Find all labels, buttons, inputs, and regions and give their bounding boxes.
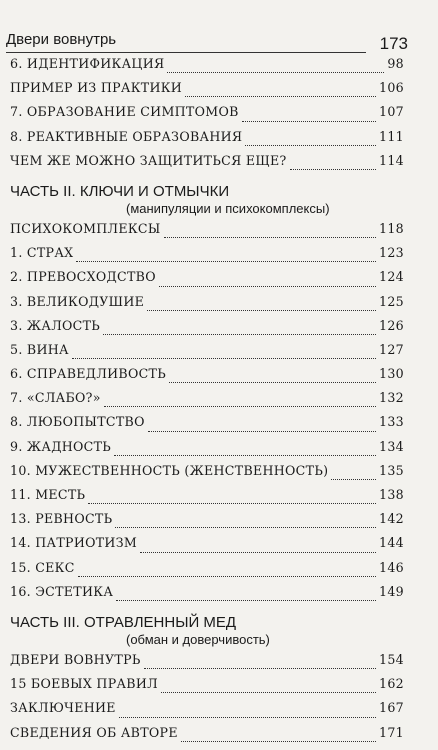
dot-leader xyxy=(164,237,377,238)
toc-entry-page: 138 xyxy=(379,487,404,502)
toc-entry-title: ЧЕМ ЖЕ МОЖНО ЗАЩИТИТЬСЯ ЕЩЕ? xyxy=(10,152,287,168)
toc-entry-title: 5. ВИНА xyxy=(10,341,69,357)
toc-entry xyxy=(10,725,404,749)
toc-entry-title: 8. ЛЮБОПЫТСТВО xyxy=(10,414,145,430)
part-3-heading xyxy=(10,614,404,648)
dot-leader xyxy=(161,692,376,693)
toc-entry-page: 142 xyxy=(379,511,404,527)
dot-leader xyxy=(147,310,376,311)
toc-entry-page: 146 xyxy=(379,559,404,575)
toc-entry-title: 15. СЕКС xyxy=(10,559,75,575)
toc-entry-page: 130 xyxy=(379,366,404,382)
dot-leader xyxy=(242,121,376,122)
toc-entry-page: 167 xyxy=(379,700,404,716)
toc-entry-title: 7. «СЛАБО?» xyxy=(10,390,101,406)
toc-entry-title: 13. РЕВНОСТЬ xyxy=(10,511,113,527)
toc-entry xyxy=(10,390,404,414)
toc-group-2 xyxy=(10,221,404,608)
dot-leader xyxy=(167,72,384,73)
dot-leader xyxy=(115,527,376,528)
part-3-subtitle: (обман и доверчивость) xyxy=(126,631,270,647)
toc-entry xyxy=(10,511,404,535)
toc-entry xyxy=(10,269,404,293)
toc-entry-title: 1. СТРАХ xyxy=(10,245,74,261)
toc-entry xyxy=(10,342,404,366)
toc-entry-title: ЗАКЛЮЧЕНИЕ xyxy=(10,700,116,716)
toc-entry-page: 134 xyxy=(379,438,404,454)
dot-leader xyxy=(140,552,376,553)
toc-entry-title: 3. ЖАЛОСТЬ xyxy=(10,317,101,333)
dot-leader xyxy=(78,576,376,577)
toc-entry-title: 8. РЕАКТИВНЫЕ ОБРАЗОВАНИЯ xyxy=(10,128,243,144)
toc-entry xyxy=(10,294,404,318)
toc-entry-title: 16. ЭСТЕТИКА xyxy=(10,583,114,599)
part-2-subtitle: (манипуляции и психокомплексы) xyxy=(126,200,330,216)
toc-entry xyxy=(10,584,404,608)
toc-entry xyxy=(10,487,404,511)
toc-entry-page: 162 xyxy=(379,676,404,692)
dot-leader xyxy=(76,261,376,262)
toc-entry xyxy=(10,318,404,342)
toc-entry xyxy=(10,104,404,128)
dot-leader xyxy=(148,431,376,432)
running-header xyxy=(6,30,366,53)
toc-entry-page: 149 xyxy=(379,583,404,599)
toc-entry-title: ПРИМЕР ИЗ ПРАКТИКИ xyxy=(10,80,183,96)
toc-entry-title: ДВЕРИ ВОВНУТРЬ xyxy=(10,651,141,667)
toc-entry-page: 118 xyxy=(379,220,404,236)
dot-leader xyxy=(144,668,376,669)
toc-entry-page: 111 xyxy=(379,128,404,144)
dot-leader xyxy=(114,455,376,456)
toc-entry-page: 154 xyxy=(379,651,404,667)
toc-group-1 xyxy=(10,56,404,177)
toc-entry-title: 3. ВЕЛИКОДУШИЕ xyxy=(10,293,145,309)
toc-entry xyxy=(10,700,404,724)
dot-leader xyxy=(103,334,376,335)
toc-entry xyxy=(10,129,404,153)
dot-leader xyxy=(116,600,376,601)
part-2-heading xyxy=(10,183,404,217)
toc-entry-title: 9. ЖАДНОСТЬ xyxy=(10,438,112,454)
toc-entry xyxy=(10,676,404,700)
toc-entry-title: 6. ИДЕНТИФИКАЦИЯ xyxy=(10,56,165,71)
toc-entry-title: ПСИХОКОМПЛЕКСЫ xyxy=(10,220,161,236)
toc-entry-page: 144 xyxy=(379,535,404,551)
toc-entry-page: 135 xyxy=(379,462,404,478)
toc-entry-title: СВЕДЕНИЯ ОБ АВТОРЕ xyxy=(10,724,178,740)
dot-leader xyxy=(169,382,376,383)
running-title: Двери вовнутрь xyxy=(6,31,117,48)
page-number: 173 xyxy=(379,34,408,53)
toc-entry-page: 171 xyxy=(379,724,404,740)
toc-entry-title: 2. ПРЕВОСХОДСТВО xyxy=(10,269,156,285)
toc-entry-title: 11. МЕСТЬ xyxy=(10,487,86,502)
dot-leader xyxy=(104,406,376,407)
part-2-title: ЧАСТЬ II. КЛЮЧИ И ОТМЫЧКИ xyxy=(10,182,230,200)
toc-entry-title: 10. МУЖЕСТВЕННОСТЬ (ЖЕНСТВЕННОСТЬ) xyxy=(10,462,329,478)
toc-entry-title: 6. СПРАВЕДЛИВОСТЬ xyxy=(10,366,167,382)
toc-entry-page: 107 xyxy=(379,104,404,120)
table-of-contents xyxy=(10,56,404,749)
toc-entry xyxy=(10,245,404,269)
toc-entry-page: 98 xyxy=(387,56,404,71)
dot-leader xyxy=(185,96,376,97)
toc-entry-page: 133 xyxy=(379,414,404,430)
toc-entry xyxy=(10,414,404,438)
dot-leader xyxy=(290,169,376,170)
toc-entry xyxy=(10,439,404,463)
toc-entry-page: 124 xyxy=(379,269,404,285)
toc-entry xyxy=(10,535,404,559)
toc-entry-page: 123 xyxy=(379,245,404,261)
toc-entry xyxy=(10,56,404,80)
toc-entry-page: 132 xyxy=(379,390,404,406)
dot-leader xyxy=(119,717,376,718)
dot-leader xyxy=(245,145,376,146)
toc-entry-page: 127 xyxy=(379,341,404,357)
toc-entry-page: 125 xyxy=(379,293,404,309)
dot-leader xyxy=(159,286,376,287)
toc-entry xyxy=(10,560,404,584)
toc-entry xyxy=(10,221,404,245)
toc-entry xyxy=(10,153,404,177)
dot-leader xyxy=(88,503,376,504)
dot-leader xyxy=(181,741,376,742)
toc-entry-page: 114 xyxy=(379,152,404,168)
toc-group-3 xyxy=(10,652,404,749)
toc-entry-title: 14. ПАТРИОТИЗМ xyxy=(10,535,138,551)
dot-leader xyxy=(72,358,376,359)
dot-leader xyxy=(331,479,376,480)
toc-entry xyxy=(10,652,404,676)
toc-entry xyxy=(10,80,404,104)
toc-entry xyxy=(10,463,404,487)
toc-entry-title: 15 БОЕВЫХ ПРАВИЛ xyxy=(10,676,158,692)
toc-entry-page: 106 xyxy=(379,80,404,96)
toc-entry-page: 126 xyxy=(379,317,404,333)
toc-entry-title: 7. ОБРАЗОВАНИЕ СИМПТОМОВ xyxy=(10,104,239,120)
part-3-title: ЧАСТЬ III. ОТРАВЛЕННЫЙ МЕД xyxy=(10,613,237,631)
toc-entry xyxy=(10,366,404,390)
